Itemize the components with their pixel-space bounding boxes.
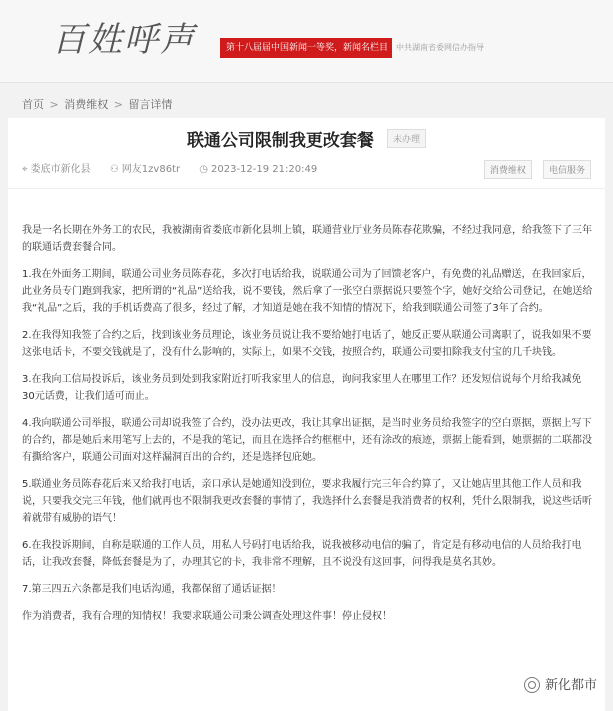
paragraph: 3.在我向工信局投诉后，该业务员到处到我家附近打听我家里人的信息，询问我家里人在哪里工作？还发短信说每个月给我减免30元话费，让我们适可而止。 [22, 374, 582, 402]
tag-telecom-service[interactable]: 电信服务 [543, 160, 591, 179]
user-icon: ⚇ [109, 164, 119, 175]
message-card [8, 118, 605, 711]
page-title: 联通公司限制我更改套餐 [186, 131, 374, 151]
meta-info [22, 160, 333, 175]
paragraph: 作为消费者，我有合理的知情权！我要求联通公司秉公调查处理这件事！停止侵权！ [22, 611, 392, 622]
location-info [22, 164, 94, 175]
site-header [0, 0, 613, 83]
datetime-text: 2023-12-19 21:20:49 [211, 164, 318, 175]
paragraph: 我是一名长期在外务工的农民，我被湖南省娄底市新化县圳上镇，联通营业厅业务员陈春花欺骗，不经过我同意，给我签下了三年的联通话费套餐合同。 [22, 225, 592, 253]
paragraph: 5.联通业务员陈春花后来又给我打电话，亲口承认是她通知没到位，要求我履行完三年合约算了，又让她店里其他工作人员和我说，只要我交完三年钱，他们就再也不限制我更改套餐的事情了，我选择什么套餐是我消费者的权利，凭什么限制我，说这些话听着就带有威胁的语气！ [22, 479, 592, 524]
watermark-text: 新化都市 [544, 677, 597, 693]
tag-list [478, 158, 591, 179]
breadcrumb [22, 96, 172, 112]
paragraph: 6.在我投诉期间，自称是联通的工作人员，用私人号码打电话给我，说我被移动电信的骗了，肯定是有移动电信的人员给我打电话，让我改套餐，降低套餐是为了，办理其它的卡，我非常不理解，且不说没有这回事，问得我是莫名其妙。 [22, 540, 582, 568]
guide-text: 中共湖南省委网信办指导 [396, 43, 484, 52]
title-row [8, 126, 605, 151]
message-body [22, 222, 594, 635]
divider [8, 188, 605, 189]
wechat-channel-icon [524, 677, 540, 693]
award-banner: 第十八届届中国新闻一等奖，新闻名栏目 [220, 38, 392, 58]
clock-icon: ◷ [199, 164, 209, 175]
status-badge: 未办理 [387, 129, 426, 148]
location-pin-icon: ⌖ [22, 164, 28, 175]
breadcrumb-category[interactable]: 消费维权 [64, 98, 109, 111]
tag-consumer-rights[interactable]: 消费维权 [484, 160, 532, 179]
author-info [110, 164, 183, 175]
time-info [199, 164, 317, 175]
location-text: 娄底市新化县 [30, 164, 91, 175]
author-text: 网友1zv86tr [121, 164, 181, 175]
paragraph: 2.在我得知我签了合约之后，找到该业务员理论，该业务员说让我不要给她打电话了，她反正要从联通公司离职了，说我如果不要这张电话卡，不要交钱就是了，没有什么影响的，实际上，如果不交钱，按照合约，联通公司要扣除我支付宝的几千块钱。 [22, 330, 592, 358]
paragraph: 4.我向联通公司举报，联通公司却说我签了合约，没办法更改，我让其拿出证据，是当时业务员给我签字的空白票据，票据上写下的合约，都是她后来用笔写上去的，不是我的笔记，而且在选择合约框框中，还有涂改的痕迹，票据上能看到，她票据的二联都没有撕给客户，联通公司面对这样漏洞百出的合约，还是选择包庇她。 [22, 418, 592, 463]
breadcrumb-home[interactable]: 首页 [22, 98, 44, 111]
breadcrumb-separator: > [113, 98, 123, 111]
watermark [524, 674, 597, 694]
paragraph: 7.第三四五六条都是我们电话沟通，我都保留了通话证据！ [22, 584, 282, 595]
breadcrumb-current: 留言详情 [128, 98, 173, 111]
breadcrumb-separator: > [49, 98, 59, 111]
paragraph: 1.我在外面务工期间，联通公司业务员陈春花，多次打电话给我，说联通公司为了回馈老客户，有免费的礼品赠送，在我回家后，此业务员专门跑到我家，把所谓的“礼品”送给我，说不要钱，然后拿了一张空白票据说只要签个字，她好交给公司登记，在她送给我“礼品”之后，我的手机话费高了很多，经过了解，才知道是她在我不知情的情况下，给我到联通公司签了3年了合约。 [22, 269, 593, 314]
site-logo[interactable]: 百姓呼声 [52, 20, 196, 60]
